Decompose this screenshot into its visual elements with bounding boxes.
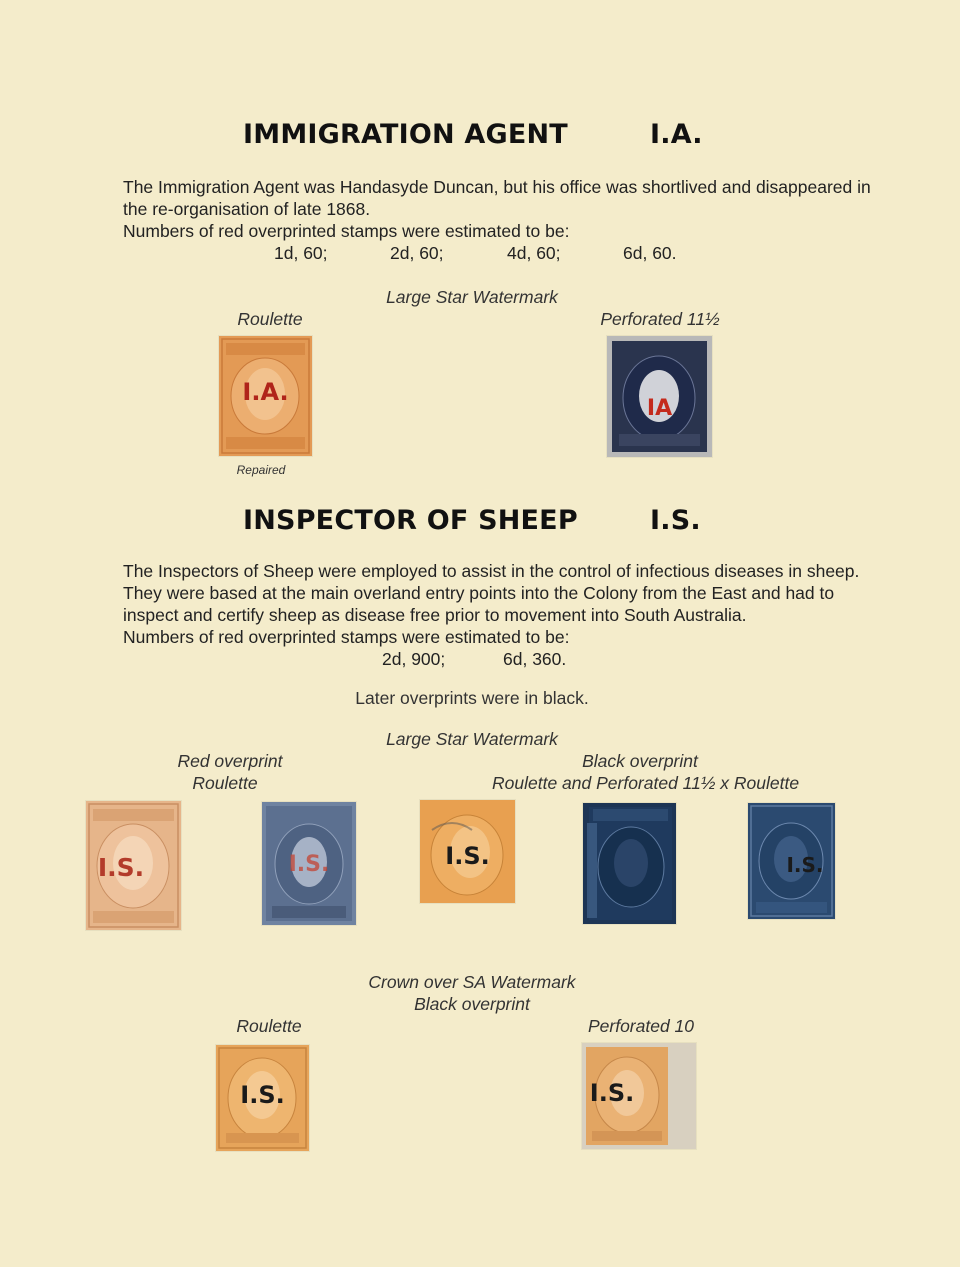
stamp-ia-roulette: [219, 336, 312, 456]
quantity-2d-is: 2d, 900;: [382, 649, 446, 669]
stamp-is-black-3-overprint: I.S.: [786, 853, 824, 877]
quantity-1d: 1d, 60;: [274, 243, 328, 263]
section2-watermark-label: Large Star Watermark: [386, 729, 558, 749]
repaired-note: Repaired: [236, 463, 286, 477]
stamp-is-red-2-overprint: I.S.: [288, 852, 330, 877]
stamp-crown-roulette-overprint: I.S.: [240, 1081, 285, 1109]
section-abbr-ia: I.A.: [650, 119, 703, 150]
stamp-crown-perforated: [582, 1043, 696, 1149]
stamp-crown-perforated-overprint: I.S.: [589, 1079, 635, 1107]
section2-line-4: Numbers of red overprinted stamps were estimated to be:: [123, 627, 570, 647]
quantity-6d-is: 6d, 360.: [503, 649, 567, 669]
section1-description: [123, 176, 871, 242]
stamp-is-red-1-overprint: I.S.: [97, 853, 145, 882]
stamp-is-black-3: [748, 803, 835, 919]
black-roulette-perf-caption: Roulette and Perforated 11½ x Roulette: [492, 773, 800, 793]
section-abbr-is: I.S.: [650, 505, 701, 536]
stamp-is-black-2: [583, 803, 676, 924]
section3-caption-roulette: Roulette: [236, 1016, 302, 1036]
section1-caption-perforated: Perforated 11½: [600, 309, 720, 329]
section1-line-2: the re-organisation of late 1868.: [123, 199, 371, 219]
stamp-is-red-1: [86, 801, 181, 930]
section2-line-1: The Inspectors of Sheep were employed to assist in the control of infectious diseases in sheep.: [123, 561, 860, 581]
stamp-is-red-2: [262, 802, 356, 925]
black-overprint-caption: Black overprint: [582, 751, 698, 771]
section1-line-3: Numbers of red overprinted stamps were estimated to be:: [123, 221, 570, 241]
stamp-crown-roulette: [216, 1045, 309, 1151]
section3-watermark-label: Crown over SA Watermark: [368, 972, 576, 992]
quantity-6d: 6d, 60.: [623, 243, 677, 263]
section2-quantities: [382, 648, 566, 670]
section3-subtitle: Black overprint: [414, 994, 530, 1014]
section3-caption-perforated: Perforated 10: [587, 1016, 695, 1036]
section1-quantities: [274, 242, 677, 264]
section2-line-2: They were based at the main overland entry points into the Colony from the East and had to: [123, 583, 835, 603]
stamp-ia-roulette-overprint: I.A.: [242, 378, 289, 406]
section-title-inspector-of-sheep: INSPECTOR OF SHEEP: [243, 505, 578, 536]
section1-line-1: The Immigration Agent was Handasyde Duncan, but his office was shortlived and disappeared in: [123, 177, 871, 197]
red-overprint-caption: Red overprint: [177, 751, 283, 771]
section-title-immigration-agent: IMMIGRATION AGENT: [243, 119, 568, 150]
red-roulette-caption: Roulette: [192, 773, 258, 793]
stamp-is-black-1: [420, 800, 515, 903]
stamp-is-black-1-overprint: I.S.: [445, 842, 490, 870]
section2-line-3: inspect and certify sheep as disease free prior to movement into South Australia.: [123, 605, 747, 625]
stamp-ia-perforated: [607, 336, 712, 457]
later-overprints-note: Later overprints were in black.: [355, 688, 589, 708]
section1-caption-roulette: Roulette: [237, 309, 303, 329]
section1-watermark-label: Large Star Watermark: [386, 287, 558, 307]
section2-description: [123, 560, 860, 648]
stamp-ia-perforated-overprint: IA: [646, 396, 673, 421]
quantity-4d: 4d, 60;: [507, 243, 561, 263]
quantity-2d: 2d, 60;: [390, 243, 444, 263]
